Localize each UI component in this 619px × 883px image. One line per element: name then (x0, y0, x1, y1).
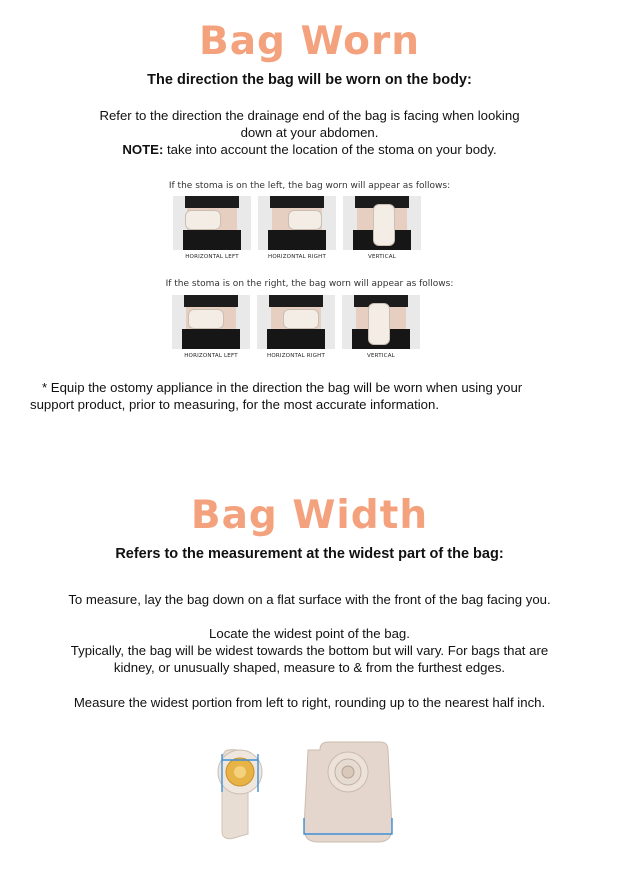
note-line (20, 141, 599, 158)
left-stoma-photos (173, 196, 421, 260)
bag-width-title: Bag Width (190, 493, 429, 538)
photo-label: VERTICAL (368, 254, 396, 260)
photo-vertical (342, 295, 420, 359)
torso-photo (257, 295, 335, 349)
bag-worn-title: Bag Worn (199, 19, 420, 64)
note-text: take into account the location of the stoma on your body. (163, 142, 497, 157)
drainable-bag-side-view (218, 750, 262, 839)
photo-horizontal-left (172, 295, 250, 359)
measure-text: To measure, lay the bag down on a flat surface with the front of the bag facing you. (68, 592, 551, 607)
photo-horizontal-left (173, 196, 251, 260)
torso-photo (343, 196, 421, 250)
left-stoma-caption: If the stoma is on the left, the bag worn will appear as follows: (168, 181, 451, 191)
torso-photo (173, 196, 251, 250)
photo-vertical (343, 196, 421, 260)
photo-label: HORIZONTAL RIGHT (266, 353, 326, 359)
torso-photo (172, 295, 250, 349)
locate-text: Locate the widest point of the bag. (209, 626, 410, 641)
instruction-line-1: Refer to the direction the drainage end of the bag is facing when looking (99, 108, 520, 123)
typically-line-1: Typically, the bag will be widest towards the bottom but will vary. For bags that are (70, 643, 549, 658)
ostomy-appliances-illustration (210, 736, 410, 848)
instruction-line-2: down at your abdomen. (240, 125, 379, 140)
torso-photo (342, 295, 420, 349)
right-stoma-caption: If the stoma is on the right, the bag worn will appear as follows: (165, 279, 454, 289)
equip-note (30, 379, 590, 413)
equip-line-2: support product, prior to measuring, for the most accurate information. (30, 397, 440, 412)
typically-line-2: kidney, or unusually shaped, measure to & from the furthest edges. (113, 660, 506, 675)
torso-photo (258, 196, 336, 250)
widest-text: Measure the widest portion from left to right, rounding up to the nearest half inch. (73, 695, 546, 710)
photo-horizontal-right (258, 196, 336, 260)
note-label: NOTE: (122, 142, 164, 157)
bag-width-subtitle: Refers to the measurement at the widest part of the bag: (115, 546, 504, 562)
photo-label: VERTICAL (367, 353, 395, 359)
closed-bag-front-view (304, 742, 392, 842)
bag-worn-instructions (20, 107, 599, 158)
equip-line-1: * Equip the ostomy appliance in the direction the bag will be worn when using your (42, 380, 523, 395)
photo-horizontal-right (257, 295, 335, 359)
photo-label: HORIZONTAL LEFT (184, 353, 238, 359)
photo-label: HORIZONTAL RIGHT (267, 254, 327, 260)
photo-label: HORIZONTAL LEFT (185, 254, 239, 260)
bag-worn-subtitle: The direction the bag will be worn on the body: (147, 72, 472, 88)
right-stoma-photos (172, 295, 420, 359)
bag-width-instructions (20, 625, 599, 676)
